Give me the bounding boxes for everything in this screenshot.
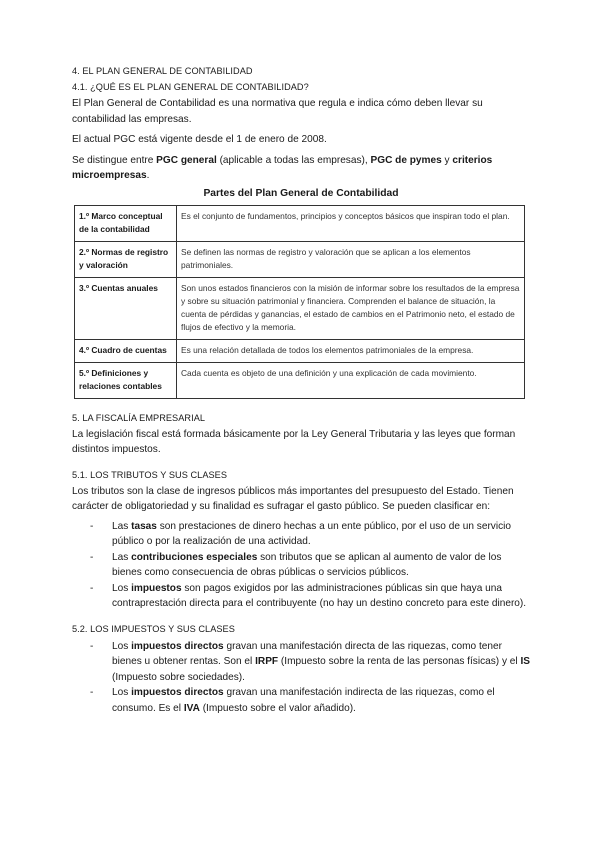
pgc-parts-table [74, 205, 525, 399]
paragraph-pgc-vigente: El actual PGC está vigente desde el 1 de enero de 2008. [72, 134, 327, 145]
table-cell-part: 4.º Cuadro de cuentas [75, 339, 177, 362]
table-title: Partes del Plan General de Contabilidad [203, 187, 399, 199]
table-cell-description: Es una relación detallada de todos los elementos patrimoniales de la empresa. [177, 339, 525, 362]
table-row [75, 277, 525, 339]
table-cell-description: Es el conjunto de fundamentos, principios y conceptos básicos que inspiran todo el plan. [177, 205, 525, 241]
section-5-1-heading: 5.1. LOS TRIBUTOS Y SUS CLASES [72, 469, 228, 480]
paragraph-pgc-definition: El Plan General de Contabilidad es una normativa que regula e indica cómo deben llevar su contabilidad las empresas. [72, 98, 483, 125]
section-4-1-heading: 4.1. ¿QUÉ ES EL PLAN GENERAL DE CONTABILIDAD? [72, 82, 309, 92]
section-5-heading: 5. LA FISCALÍA EMPRESARIAL [72, 412, 206, 423]
list-item: - Los impuestos directos gravan una manifestación directa de las riquezas, como tener bienes u obtener rentas. Son el IRPF (Impuesto sobre la renta de las personas físicas) y el IS (Impuesto sobre sociedades). [90, 640, 531, 683]
paragraph-legislacion-fiscal: La legislación fiscal está formada básicamente por la Ley General Tributaria y las leyes que forman distintos impuestos. [72, 428, 516, 455]
table-cell-part: 2.º Normas de registro y valoración [75, 241, 177, 277]
table-cell-description: Son unos estados financieros con la misión de informar sobre los resultados de la empresa y sobre su situación patrimonial y financiera. Comprenden el balance de situación, la cuenta de pérdidas y ganancias, el estado de cambios en el Patrimonio neto, el estado de flujos de efectivo y la memoria. [177, 277, 525, 339]
impuestos-list [72, 639, 530, 717]
list-item: - Los impuestos directos gravan una manifestación indirecta de las riquezas, como el consumo. Es el IVA (Impuesto sobre el valor añadido). [90, 687, 495, 714]
table-cell-part: 3.º Cuentas anuales [75, 277, 177, 339]
section-5-2-heading: 5.2. LOS IMPUESTOS Y SUS CLASES [72, 623, 235, 634]
paragraph-tributos: Los tributos son la clase de ingresos públicos más importantes del presupuesto del Estado. Tienen carácter de obligatoriedad y su finalidad es sufragar el gasto público. Se pueden clasificar en: [72, 485, 514, 512]
table-cell-description: Se definen las normas de registro y valoración que se aplican a los elementos patrimoniales. [177, 241, 525, 277]
document-page [72, 66, 530, 716]
table-cell-description: Cada cuenta es objeto de una definición y una explicación de cada movimiento. [177, 362, 525, 398]
table-row [75, 339, 525, 362]
table-cell-part: 1.º Marco conceptual de la contabilidad [75, 205, 177, 241]
section-4-heading: 4. EL PLAN GENERAL DE CONTABILIDAD [72, 66, 253, 76]
table-row [75, 205, 525, 241]
list-item: - Los impuestos son pagos exigidos por las administraciones públicas sin que haya una contraprestación directa para el contribuyente (no hay un destino concreto para este dinero). [90, 582, 527, 609]
table-row [75, 241, 525, 277]
list-item: - Las tasas son prestaciones de dinero hechas a un ente público, por el uso de un servicio público o por la realización de una actividad. [90, 520, 511, 547]
table-cell-part: 5.º Definiciones y relaciones contables [75, 362, 177, 398]
list-item: - Las contribuciones especiales son tributos que se aplican al aumento de valor de los bienes como consecuencia de obras públicas o servicios públicos. [90, 551, 502, 578]
table-row [75, 362, 525, 398]
paragraph-pgc-tipos: Se distingue entre PGC general (aplicable a todas las empresas), PGC de pymes y criterios microempresas. [72, 154, 493, 181]
tributos-list [72, 519, 530, 612]
